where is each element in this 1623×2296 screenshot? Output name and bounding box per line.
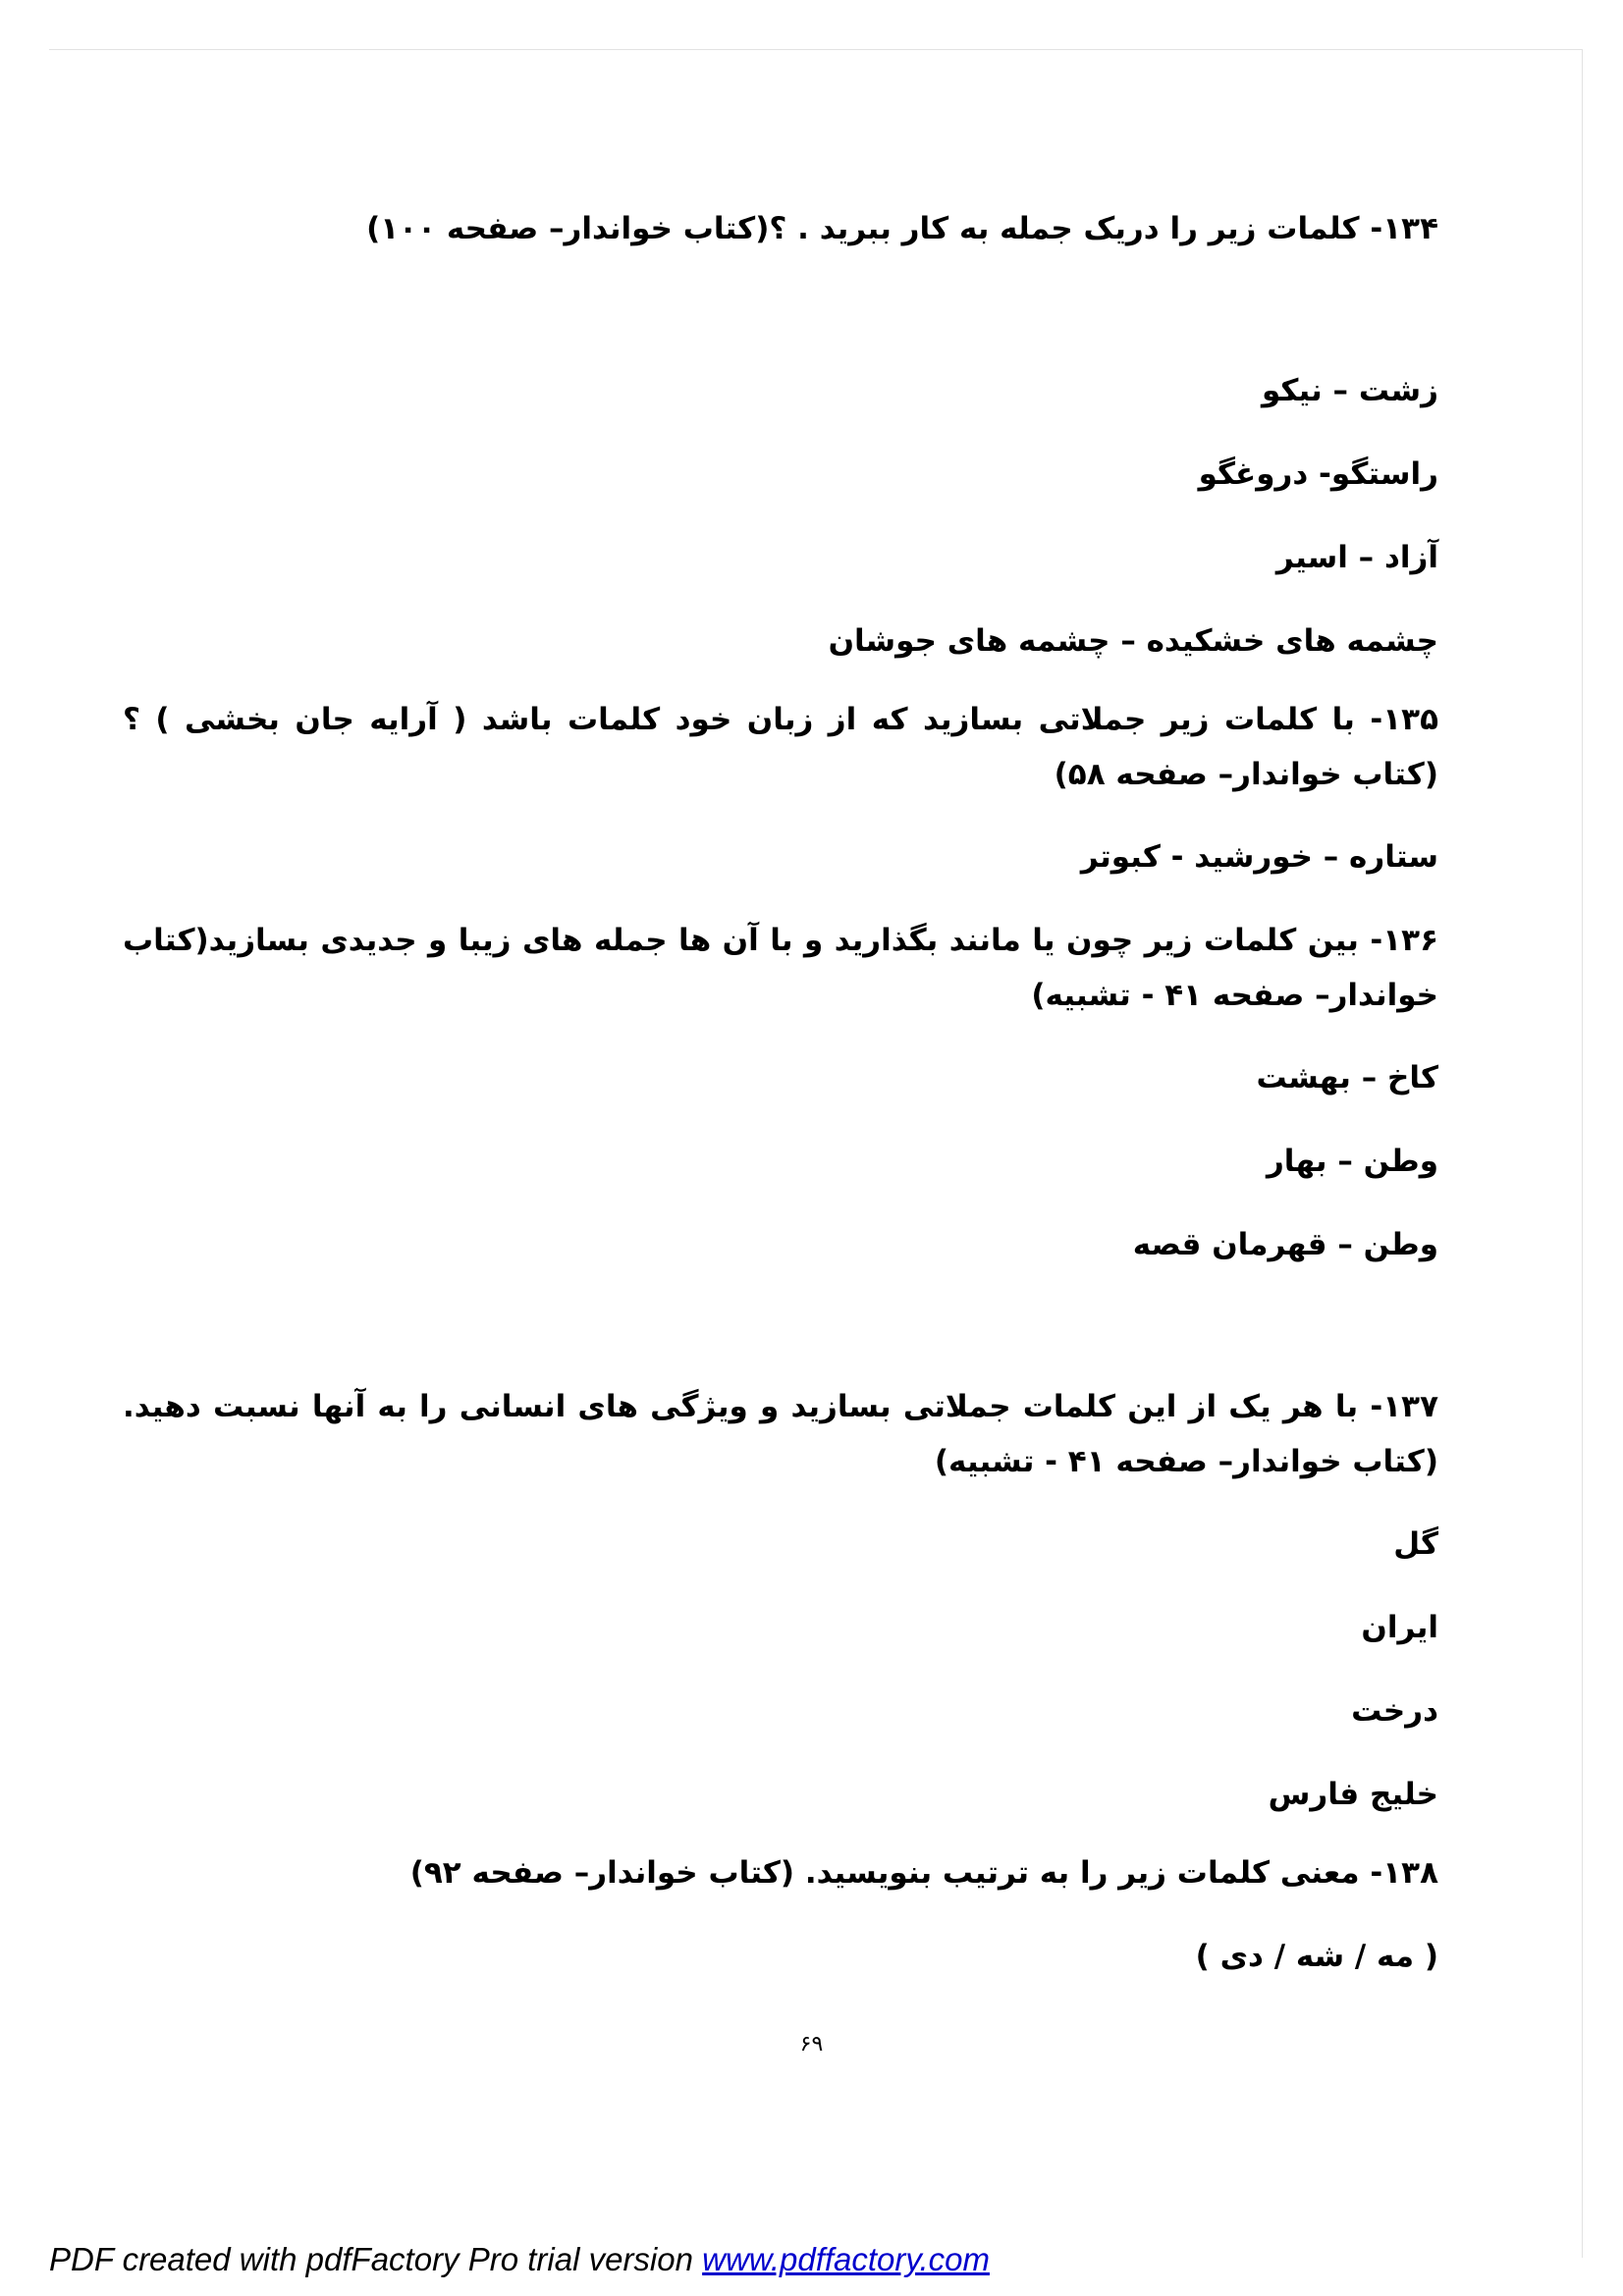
- footer-text: PDF created with pdfFactory Pro trial version: [49, 2241, 703, 2277]
- word-pair: زشت – نیکو: [1262, 373, 1438, 408]
- question-135: ۱۳۵- با کلمات زیر جملاتی بسازید که از زبان خود کلمات باشد ( آرایه جان بخشی ) ؟(کتاب خواندار– صفحه ۵۸): [123, 702, 1438, 792]
- word-pair: آزاد – اسیر: [1275, 540, 1438, 575]
- question-134: ۱۳۴- کلمات زیر را دریک جمله به کار ببرید . ؟(کتاب خواندار– صفحه ۱۰۰): [366, 211, 1438, 246]
- word-item: درخت: [1351, 1693, 1438, 1729]
- question-136: ۱۳۶- بین کلمات زیر چون یا مانند بگذارید و با آن ها جمله های زیبا و جدیدی بسازید(کتاب خواندار– صفحه ۴۱ - تشبیه): [123, 923, 1438, 1013]
- word-list: ستاره – خورشید - کبوتر: [1080, 839, 1438, 875]
- page-number: ۶۹: [799, 2032, 824, 2056]
- word-item: گل: [1393, 1526, 1438, 1562]
- word-item: ایران: [1361, 1610, 1438, 1645]
- footer-link[interactable]: www.pdffactory.com: [702, 2241, 990, 2277]
- word-list: ( مه / شه / دی ): [1195, 1939, 1438, 1974]
- question-138: ۱۳۸- معنی کلمات زیر را به ترتیب بنویسید. (کتاب خواندار– صفحه ۹۲): [409, 1855, 1438, 1891]
- word-pair: وطن – قهرمان قصه: [1132, 1227, 1438, 1262]
- question-137: ۱۳۷- با هر یک از این کلمات جملاتی بسازید و ویژگی های انسانی را به آنها نسبت دهید. (کتاب خواندار– صفحه ۴۱ - تشبیه): [123, 1389, 1438, 1479]
- word-pair: وطن – بهار: [1266, 1144, 1438, 1179]
- word-pair: چشمه های خشکیده – چشمه های جوشان: [828, 623, 1438, 659]
- word-item: خلیج فارس: [1268, 1777, 1438, 1812]
- word-pair: کاخ – بهشت: [1256, 1060, 1438, 1095]
- word-pair: راستگو- دروغگو: [1198, 456, 1438, 492]
- pdf-footer: [49, 2241, 990, 2278]
